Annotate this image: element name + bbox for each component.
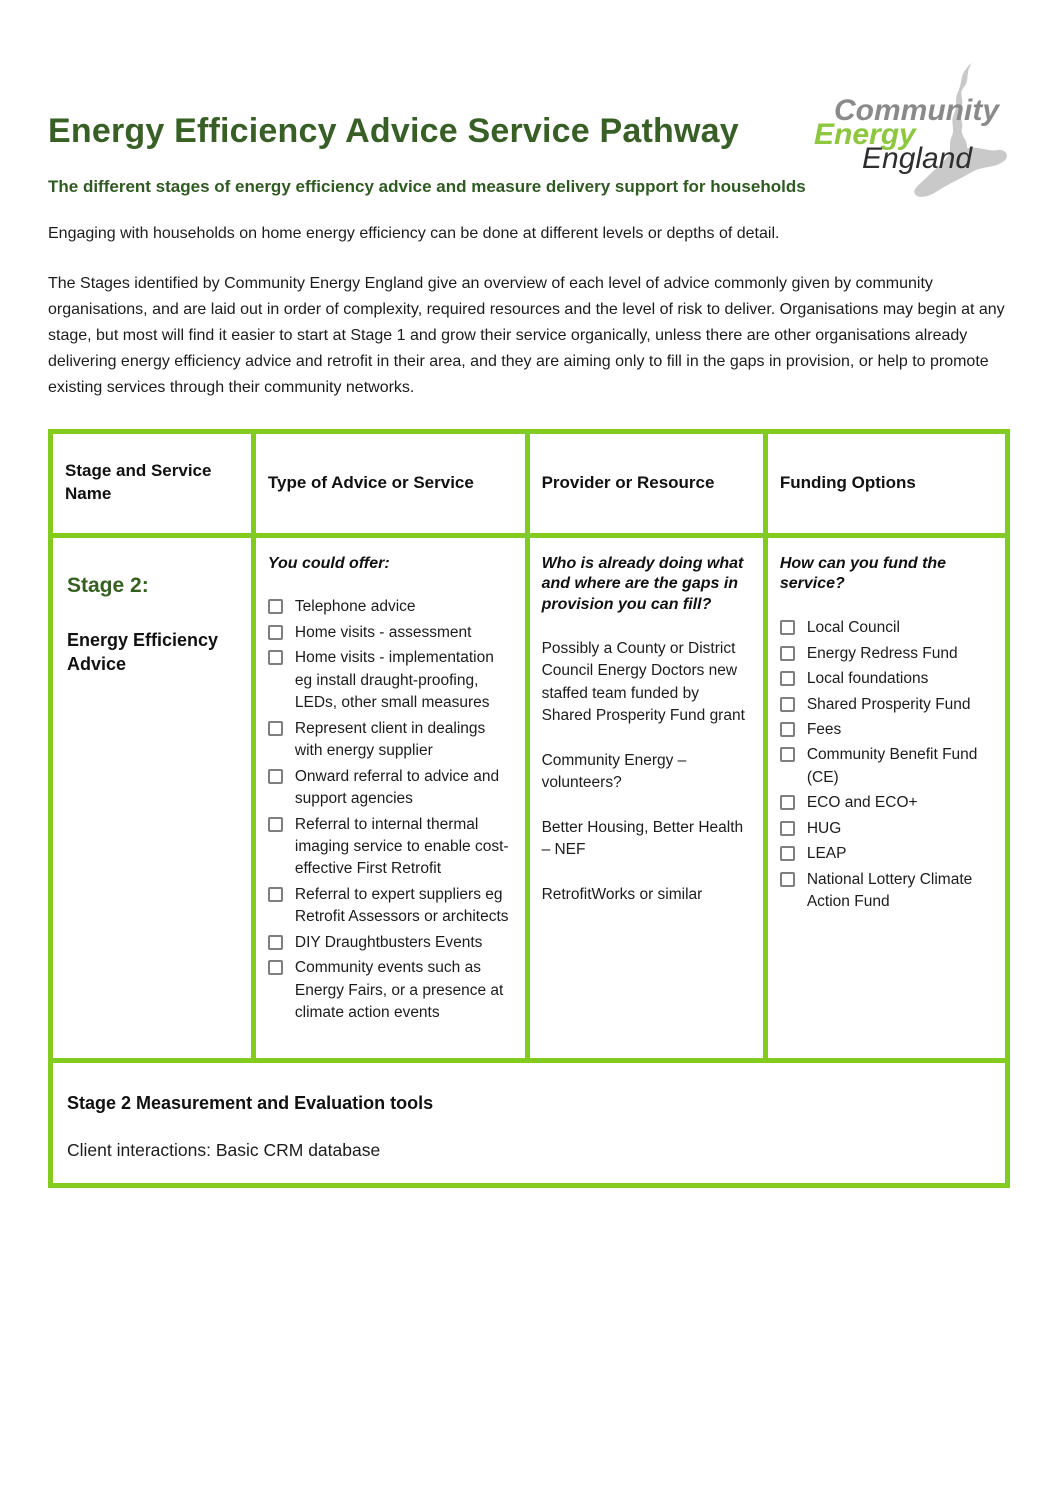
provider-paragraphs (542, 638, 751, 906)
checklist-item-label: National Lottery Climate Action Fund (806, 870, 973, 911)
funding-checklist-item (780, 792, 993, 814)
checkbox[interactable] (268, 650, 283, 665)
advice-checklist-item (268, 718, 513, 763)
advice-intro: You could offer: (267, 554, 390, 572)
logo-text-energy: Energy (814, 118, 916, 151)
stage-name: Stage 2: (67, 573, 149, 597)
provider-paragraph: Community Energy – volunteers? (541, 751, 687, 792)
measurement-evaluation-cell (51, 1060, 1008, 1185)
provider-paragraph: RetrofitWorks or similar (541, 885, 703, 903)
checkbox[interactable] (268, 625, 283, 640)
checklist-item-label: Referral to internal thermal imaging service to enable cost-effective First Retrofit (294, 815, 509, 878)
checklist-item-label: Referral to expert suppliers eg Retrofit Assessors or architects (294, 885, 509, 926)
stage-service-name: Energy Efficiency Advice (67, 629, 219, 674)
funding-checklist-item (780, 694, 993, 716)
funding-cell (765, 535, 1007, 1060)
intro-paragraph-2: The Stages identified by Community Energy England give an overview of each level of advice commonly given by community organisations, and are laid out in order of complexity, required resources and the level of risk to deliver. Organisations may begin at any stage, but most will find it easier to start at Stage 1 and grow their service organically, unless there are other organisations already delivering energy efficiency advice and retrofit in their area, and they are aiming only to fill in the gaps in provision, or help to promote existing services through their community networks. (48, 275, 1005, 396)
funding-checklist-item (780, 643, 993, 665)
logo-text-community: Community (834, 94, 999, 127)
page-subtitle: The different stages of energy efficiency advice and measure delivery support for households (48, 177, 806, 197)
checklist-item-label: Represent client in dealings with energy supplier (294, 719, 486, 760)
advice-checklist-item (268, 932, 513, 954)
funding-checklist-item (780, 869, 993, 914)
checklist-item-label: Shared Prosperity Fund (806, 695, 971, 713)
advice-checklist-item (268, 766, 513, 811)
advice-checklist-item (268, 647, 513, 714)
checkbox[interactable] (268, 887, 283, 902)
advice-checklist (268, 596, 513, 1024)
provider-cell (527, 535, 765, 1060)
provider-intro: Who is already doing what and where are the gaps in provision you can fill? (541, 554, 744, 614)
checkbox[interactable] (268, 721, 283, 736)
checklist-item-label: Fees (806, 721, 842, 738)
checklist-item-label: HUG (806, 819, 842, 837)
checklist-item-label: LEAP (806, 845, 847, 863)
checklist-item-label: Local Council (806, 619, 900, 637)
checklist-item-label: Onward referral to advice and support agencies (294, 767, 500, 808)
checkbox[interactable] (268, 769, 283, 784)
provider-paragraph: Possibly a County or District Council Energy Doctors new staffed team funded by Shared Prosperity Fund grant (541, 639, 745, 725)
pathway-table (48, 429, 1010, 1188)
checkbox[interactable] (780, 846, 795, 861)
document-header (48, 0, 1010, 197)
funding-intro: How can you fund the service? (779, 554, 947, 593)
stage-cell (51, 535, 254, 1060)
checklist-item-label: Community events such as Energy Fairs, or a presence at climate action events (294, 959, 504, 1022)
funding-checklist-item (780, 668, 993, 690)
table-footer-row (51, 1060, 1008, 1185)
funding-checklist-item (780, 818, 993, 840)
checkbox[interactable] (268, 599, 283, 614)
column-header-provider: Provider or Resource (527, 431, 765, 535)
funding-checklist-item (780, 744, 993, 789)
column-header-advice-type: Type of Advice or Service (253, 431, 527, 535)
checkbox[interactable] (780, 795, 795, 810)
advice-cell (253, 535, 527, 1060)
checkbox[interactable] (780, 722, 795, 737)
advice-checklist-item (268, 622, 513, 644)
checklist-item-label: Home visits - assessment (294, 623, 472, 641)
checklist-item-label: ECO and ECO+ (806, 794, 918, 812)
column-header-funding: Funding Options (765, 431, 1007, 535)
advice-checklist-item (268, 884, 513, 929)
checkbox[interactable] (780, 620, 795, 635)
funding-checklist-item (780, 719, 993, 741)
checkbox[interactable] (780, 747, 795, 762)
checklist-item-label: Telephone advice (294, 598, 416, 616)
advice-checklist-item (268, 596, 513, 618)
advice-checklist-item (268, 957, 513, 1024)
advice-checklist-item (268, 814, 513, 881)
funding-checklist (780, 617, 993, 914)
intro-paragraph-1: Engaging with households on home energy efficiency can be done at different levels or depths of detail. (48, 225, 780, 243)
checkbox[interactable] (268, 817, 283, 832)
provider-paragraph: Better Housing, Better Health – NEF (541, 818, 744, 859)
checkbox[interactable] (268, 960, 283, 975)
checkbox[interactable] (780, 872, 795, 887)
column-header-stage: Stage and Service Name (51, 431, 254, 535)
logo-text-england: England (862, 142, 973, 175)
checkbox[interactable] (780, 671, 795, 686)
community-energy-england-logo (810, 60, 1025, 202)
checkbox[interactable] (780, 697, 795, 712)
checkbox[interactable] (780, 821, 795, 836)
checklist-item-label: Home visits - implementation eg install draught-proofing, LEDs, other small measures (294, 649, 494, 712)
funding-checklist-item (780, 843, 993, 865)
checkbox[interactable] (780, 646, 795, 661)
checklist-item-label: Community Benefit Fund (CE) (806, 746, 978, 786)
checklist-item-label: DIY Draughtbusters Events (294, 933, 483, 951)
england-map-icon (905, 60, 1025, 200)
table-header-row (51, 431, 1008, 535)
funding-checklist-item (780, 617, 993, 639)
checkbox[interactable] (268, 935, 283, 950)
client-interactions-line: Client interactions: Basic CRM database (67, 1139, 381, 1160)
checklist-item-label: Energy Redress Fund (806, 644, 958, 662)
checklist-item-label: Local foundations (806, 670, 929, 688)
table-body-row (51, 535, 1008, 1060)
measurement-evaluation-heading: Stage 2 Measurement and Evaluation tools (67, 1092, 434, 1113)
page-title: Energy Efficiency Advice Service Pathway (48, 112, 739, 150)
